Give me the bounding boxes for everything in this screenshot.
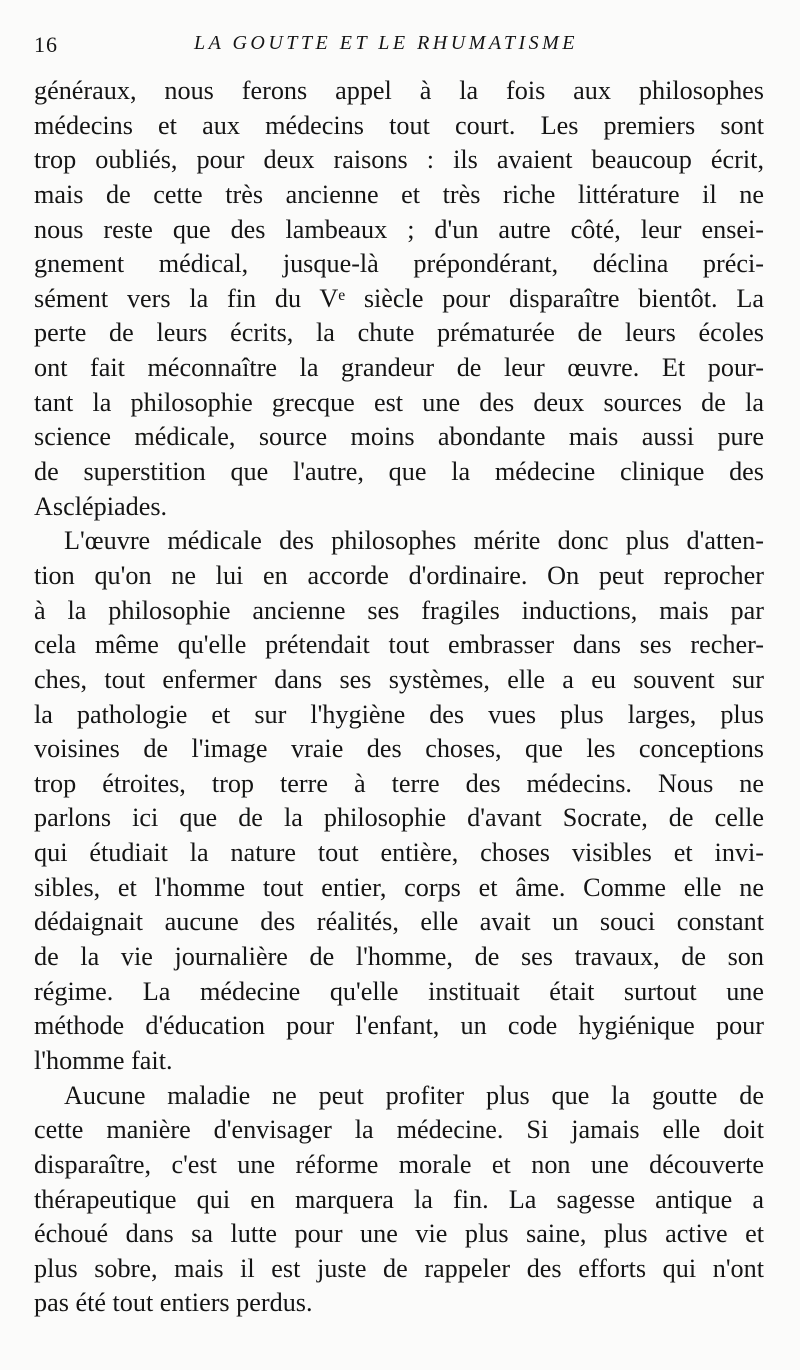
text-line: parlons ici que de la philosophie d'avant Socrate, de celle — [34, 803, 764, 833]
body-text — [34, 74, 764, 1321]
text-line: trop étroites, trop terre à terre des médecins. Nous ne — [34, 768, 764, 798]
text-line: L'œuvre médicale des philosophes mérite donc plus d'atten- — [64, 526, 764, 556]
text-line: thérapeutique qui en marquera la fin. La sagesse antique a — [34, 1184, 764, 1214]
text-line: sément vers la fin du Vᵉ siècle pour disparaître bientôt. La — [34, 283, 764, 313]
text-line: échoué dans sa lutte pour une vie plus saine, plus active et — [34, 1219, 764, 1249]
text-line: trop oubliés, pour deux raisons : ils avaient beaucoup écrit, — [34, 145, 764, 175]
text-line: ches, tout enfermer dans ses systèmes, elle a eu souvent sur — [34, 664, 764, 694]
text-line: ont fait méconnaître la grandeur de leur œuvre. Et pour- — [34, 353, 764, 383]
text-line: tion qu'on ne lui en accorde d'ordinaire. On peut reprocher — [34, 560, 764, 590]
text-line: voisines de l'image vraie des choses, que les conceptions — [34, 734, 764, 764]
text-line: pas été tout entiers perdus. — [34, 1288, 313, 1318]
text-line: médecins et aux médecins tout court. Les premiers sont — [34, 110, 764, 140]
text-line: qui étudiait la nature tout entière, choses visibles et invi- — [34, 838, 764, 868]
text-line: gnement médical, jusque-là prépondérant, déclina préci- — [34, 249, 764, 279]
text-line: Asclépiades. — [34, 491, 168, 521]
paragraph — [34, 74, 764, 524]
text-line: disparaître, c'est une réforme morale et non une découverte — [34, 1149, 764, 1179]
text-line: science médicale, source moins abondante mais aussi pure — [34, 422, 764, 452]
paragraph — [34, 524, 764, 1078]
text-line: l'homme fait. — [34, 1045, 173, 1075]
page-header — [34, 32, 774, 62]
text-line: Aucune maladie ne peut profiter plus que la goutte de — [64, 1080, 764, 1110]
text-line: généraux, nous ferons appel à la fois aux philosophes — [34, 76, 764, 105]
text-line: mais de cette très ancienne et très riche littérature il ne — [34, 179, 764, 209]
text-line: cela même qu'elle prétendait tout embrasser dans ses recher- — [34, 630, 764, 660]
text-line: cette manière d'envisager la médecine. Si jamais elle doit — [34, 1115, 764, 1145]
text-line: à la philosophie ancienne ses fragiles inductions, mais par — [34, 595, 764, 625]
text-line: de la vie journalière de l'homme, de ses travaux, de son — [34, 942, 764, 972]
page-number: 16 — [34, 32, 58, 57]
text-line: tant la philosophie grecque est une des deux sources de la — [34, 387, 764, 417]
text-line: nous reste que des lambeaux ; d'un autre côté, leur ensei- — [34, 214, 764, 244]
text-line: régime. La médecine qu'elle instituait était surtout une — [34, 976, 764, 1006]
text-line: la pathologie et sur l'hygiène des vues plus larges, plus — [34, 699, 764, 729]
text-line: méthode d'éducation pour l'enfant, un code hygiénique pour — [34, 1011, 764, 1041]
text-line: dédaignait aucune des réalités, elle avait un souci constant — [34, 907, 764, 937]
text-line: plus sobre, mais il est juste de rappeler des efforts qui n'ont — [34, 1253, 764, 1283]
text-line: perte de leurs écrits, la chute prématurée de leurs écoles — [34, 318, 764, 348]
paragraph — [34, 1079, 764, 1321]
running-title: LA GOUTTE ET LE RHUMATISME — [194, 32, 578, 54]
text-line: de superstition que l'autre, que la médecine clinique des — [34, 457, 764, 487]
text-line: sibles, et l'homme tout entier, corps et âme. Comme elle ne — [34, 872, 764, 902]
